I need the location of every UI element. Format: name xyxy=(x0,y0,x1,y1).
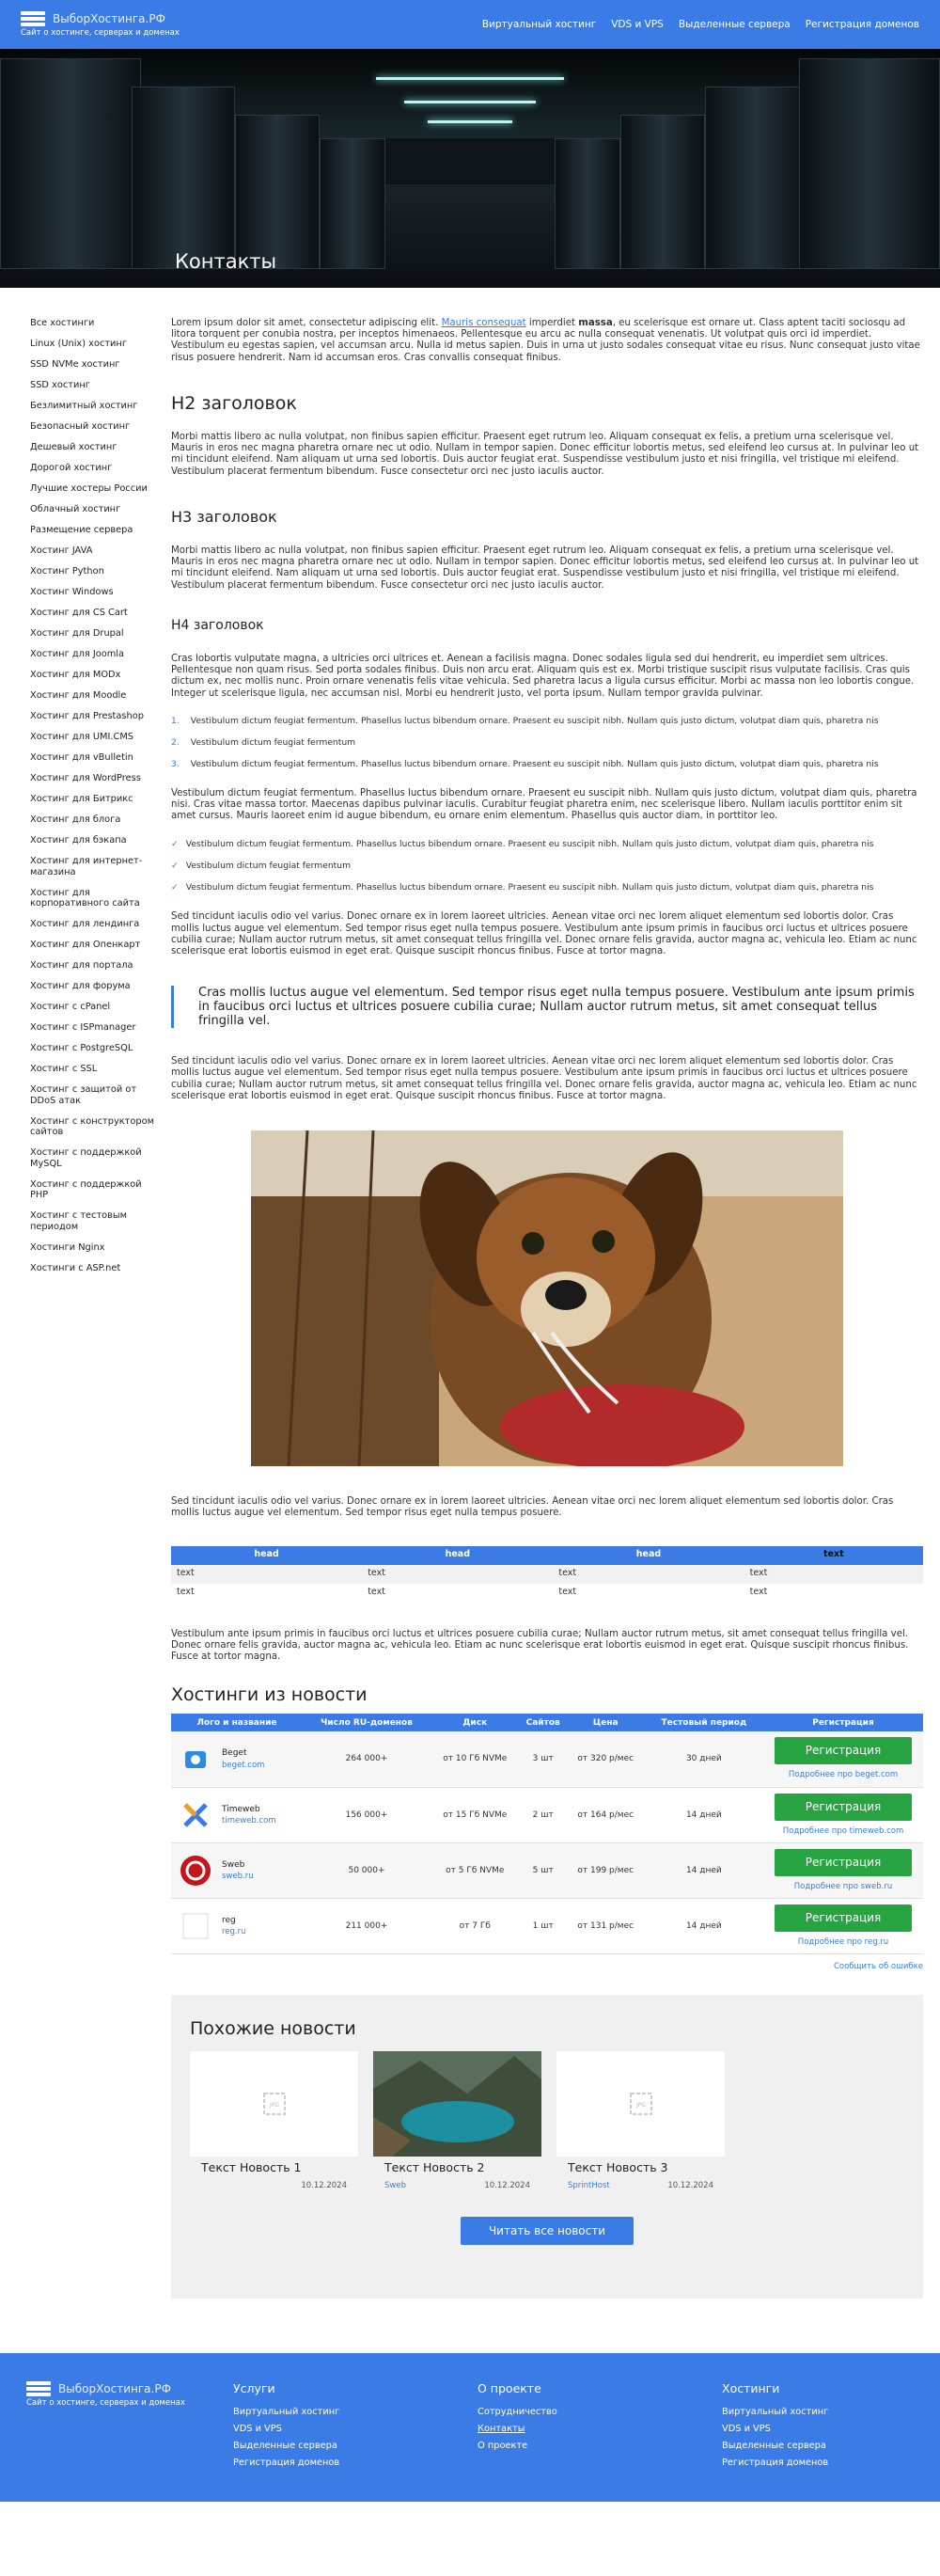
list-item: 3. Vestibulum dictum feugiat fermentum. Phasellus luctus bibendum ornare. Praesent eu suscipit nibh. Nullam quis justo dictum, volutpat diam quis, pharetra nis xyxy=(171,758,879,769)
footer-link[interactable]: Выделенные сервера xyxy=(722,2441,826,2452)
footer-link[interactable]: Регистрация доменов xyxy=(233,2457,340,2469)
svg-text:JPG: JPG xyxy=(269,2102,279,2110)
news-card[interactable] xyxy=(190,2051,358,2191)
register-button[interactable]: Регистрация xyxy=(775,1904,912,1932)
ceiling-light xyxy=(428,120,512,123)
sidebar-item[interactable]: SSD хостинг xyxy=(30,380,90,390)
col-header: Тестовый период xyxy=(645,1714,763,1731)
table-cell: text xyxy=(553,1565,744,1584)
price: от 164 р/мес xyxy=(567,1787,645,1842)
sidebar-item[interactable]: Все хостинги xyxy=(30,318,95,328)
news-card-title: Текст Новость 1 xyxy=(201,2160,302,2175)
more-link[interactable]: Подробнее про reg.ru xyxy=(797,1936,889,1947)
logo-name: ВыборХостинга.РФ xyxy=(53,12,165,25)
sites: 5 шт xyxy=(520,1842,567,1898)
news-cards xyxy=(190,2051,904,2191)
more-link[interactable]: Подробнее про beget.com xyxy=(788,1770,899,1780)
content-table xyxy=(171,1546,923,1603)
sidebar-item[interactable]: Хостинг для CS Cart xyxy=(30,608,128,618)
table-cell: text xyxy=(749,1587,768,1598)
ceiling-light xyxy=(376,77,564,80)
trial: 14 дней xyxy=(645,1787,763,1842)
logo-tagline: Сайт о хостинге, серверах и доменах xyxy=(21,28,180,38)
site-footer xyxy=(0,2353,940,2502)
hostings-title: Хостинги из новости xyxy=(171,1684,368,1706)
table-cell: text xyxy=(368,1587,385,1598)
image-placeholder-icon xyxy=(628,2091,654,2117)
hosting-row xyxy=(171,1898,923,1953)
sidebar-item[interactable]: Хостинг с конструктором сайтов xyxy=(30,1115,154,1137)
sidebar-item[interactable]: Хостинг с PostgreSQL xyxy=(30,1043,133,1053)
table-cell: text xyxy=(362,1565,553,1584)
footer-link[interactable]: Виртуальный хостинг xyxy=(722,2407,829,2418)
sidebar-item[interactable]: Хостинг для Битрикс xyxy=(30,794,133,804)
dog-photo xyxy=(251,1130,843,1466)
table-cell: text xyxy=(171,1565,362,1584)
list-item: ✓ Vestibulum dictum feugiat fermentum xyxy=(171,861,352,872)
list-item: ✓ Vestibulum dictum feugiat fermentum. Phasellus luctus bibendum ornare. Praesent eu suscipit nibh. Nullam quis justo dictum, volutpat diam quis, pharetra nis xyxy=(171,839,874,850)
h4-heading: H4 заголовок xyxy=(171,617,264,633)
sidebar-item[interactable]: Хостинг с cPanel xyxy=(30,1002,111,1012)
disk: от 15 Гб NVMe xyxy=(431,1787,520,1842)
table-header-cell: text xyxy=(744,1546,923,1565)
server-rack xyxy=(620,115,705,269)
trial: 30 дней xyxy=(645,1731,763,1787)
hosting-logo-icon xyxy=(179,1743,212,1777)
domains-count: 211 000+ xyxy=(303,1898,431,1953)
footer-link[interactable]: О проекте xyxy=(478,2441,528,2452)
sidebar-item[interactable]: Хостинг для форума xyxy=(30,981,131,991)
table-row xyxy=(171,1565,923,1584)
paragraph: Cras lobortis vulputate magna, a ultricies orci ultrices et. Aenean a facilisis magna. Donec sodales ligula sed dui hendrerit, eu imperdiet sem ultrices. Pellentesque non quam risus. Sed porta sodales finibus. Duis non arcu erat. Aliquam quis est ex. Morbi tristique suscipit risus vulputate facilisis. Cras quis dictum ex, nec mollis nunc. Proin ornare venenatis felis vitae vehicula. Sed pharetra lacus a ligula cursus efficitur. Morbi ac massa non leo lobortis congue. Integer ut scelerisque ligula, nec accumsan nisl. Morbi eu hendrerit justo, vel porta ipsum. Nullam tempor gravida pulvinar. xyxy=(171,654,915,699)
server-rack xyxy=(705,87,808,269)
sidebar-item[interactable]: Хостинг для интернет-магазина xyxy=(30,856,143,877)
logo-tagline: Сайт о хостинге, серверах и доменах xyxy=(26,2398,185,2409)
hosting-url[interactable]: timeweb.com xyxy=(222,1815,276,1825)
server-rack xyxy=(799,58,940,269)
sidebar-item[interactable]: Хостинг с ISPmanager xyxy=(30,1022,136,1033)
domains-count: 156 000+ xyxy=(303,1787,431,1842)
table-header-cell: head xyxy=(362,1546,553,1565)
hosting-name: Sweb xyxy=(222,1859,245,1870)
sidebar-item[interactable]: Безлимитный хостинг xyxy=(30,401,138,411)
paragraph: Vestibulum ante ipsum primis in faucibus orci luctus et ultrices posuere cubilia curae; Nullam auctor rutrum metus, sit amet consequat tellus fringilla vel. Donec ornare felis gravida, auctor magna ac, vehicula leo. Etiam ac nunc scelerisque erat lobortis euismod in eget erat. Quisque suscipit rhoncus finibus. Fusce at tortor magna. xyxy=(171,1628,909,1662)
trial: 14 дней xyxy=(645,1898,763,1953)
register-button[interactable]: Регистрация xyxy=(775,1737,912,1764)
sidebar-item[interactable]: Облачный хостинг xyxy=(30,504,121,514)
server-logo-icon xyxy=(26,2381,51,2396)
footer-col-title: Хостинги xyxy=(722,2381,780,2396)
register-button[interactable]: Регистрация xyxy=(775,1849,912,1876)
col-header: Число RU-доменов xyxy=(303,1714,431,1731)
news-card-date: 10.12.2024 xyxy=(667,2181,713,2191)
ceiling-light xyxy=(404,101,536,103)
sidebar-item[interactable]: Хостинг для бэкапа xyxy=(30,835,127,845)
read-all-news-button[interactable]: Читать все новости xyxy=(461,2217,634,2245)
server-rack xyxy=(235,115,320,269)
sites: 3 шт xyxy=(520,1731,567,1787)
news-card[interactable] xyxy=(556,2051,725,2191)
sidebar-item[interactable]: Хостинг для Drupal xyxy=(30,628,124,639)
register-button[interactable]: Регистрация xyxy=(775,1794,912,1821)
sidebar xyxy=(30,318,162,2299)
news-card-date: 10.12.2024 xyxy=(484,2181,530,2191)
sites: 1 шт xyxy=(520,1898,567,1953)
lake-photo xyxy=(373,2051,541,2157)
footer-link[interactable]: VDS и VPS xyxy=(233,2424,282,2435)
h3-heading: H3 заголовок xyxy=(171,507,277,526)
page-body xyxy=(0,288,940,2299)
footer-link[interactable]: Сотрудничество xyxy=(478,2407,557,2418)
price: от 131 р/мес xyxy=(567,1898,645,1953)
hosting-row xyxy=(171,1842,923,1898)
hosting-logo-icon xyxy=(179,1909,212,1943)
table-row xyxy=(171,1584,923,1603)
news-card-date: 10.12.2024 xyxy=(301,2181,347,2191)
more-link[interactable]: Подробнее про sweb.ru xyxy=(793,1881,893,1891)
sidebar-item[interactable]: Linux (Unix) хостинг xyxy=(30,339,127,349)
top-nav xyxy=(482,19,919,30)
hosting-name: Beget xyxy=(222,1748,247,1759)
col-header: Сайтов xyxy=(520,1714,567,1731)
hosting-logo-icon xyxy=(179,1798,212,1832)
footer-col-services xyxy=(233,2381,478,2502)
sidebar-item[interactable]: Хостинг Python xyxy=(30,566,104,577)
sidebar-item[interactable]: Хостинг для Prestashop xyxy=(30,711,144,721)
inline-link[interactable]: Mauris consequat xyxy=(441,318,526,328)
nav-domains[interactable]: Регистрация доменов xyxy=(805,19,919,30)
paragraph: Morbi mattis libero ac nulla volutpat, non finibus sapien efficitur. Praesent eget rutrum leo. Aliquam consequat ex felis, a pretium urna scelerisque vel. Mauris in eros nec magna pharetra ornare nec ut odio. Nullam in tempor sapien. Donec efficitur lobortis metus, sed eleifend leo cursus at. In pulvinar leo ut mi tincidunt eleifend. Nam aliquam ut urna sed lobortis. Duis auctor feugiat erat. Suspendisse vestibulum justo et nisi fringilla, vel tristique mi eleifend. Vestibulum placerat fermentum bibendum. Fusce consectetur orci nec justo iaculis auctor. xyxy=(171,432,919,477)
table-cell: text xyxy=(744,1565,923,1584)
sidebar-item[interactable]: Хостинг с поддержкой MySQL xyxy=(30,1147,142,1169)
check-icon: ✓ xyxy=(171,839,179,850)
hero-banner xyxy=(0,49,940,288)
sidebar-item[interactable]: Размещение сервера xyxy=(30,525,133,535)
more-link[interactable]: Подробнее про timeweb.com xyxy=(782,1825,904,1836)
server-rack xyxy=(555,138,620,269)
server-rack xyxy=(0,58,141,269)
news-card-source[interactable]: SprintHost xyxy=(568,2181,610,2191)
hosting-name: Timeweb xyxy=(222,1804,260,1814)
blockquote: Cras mollis luctus augue vel elementum. Sed tempor risus eget nulla tempus posuere. Vestibulum ante ipsum primis in faucibus orci luctus et ultrices posuere cubilia curae; Nullam auctor rutrum metus, sit amet consequat tellus fringilla vel. xyxy=(171,986,923,1028)
similar-news-title: Похожие новости xyxy=(190,2018,356,2040)
news-card-source[interactable]: Sweb xyxy=(384,2181,406,2191)
sidebar-item[interactable]: Безопасный хостинг xyxy=(30,421,131,432)
footer-col-title: Услуги xyxy=(233,2381,275,2396)
sidebar-item[interactable]: Хостинг для WordPress xyxy=(30,773,141,783)
sidebar-item[interactable]: Дешевый хостинг xyxy=(30,442,118,452)
col-header: Цена xyxy=(567,1714,645,1731)
hostings-table xyxy=(171,1714,923,1954)
domains-count: 50 000+ xyxy=(303,1842,431,1898)
table-header-cell: head xyxy=(171,1546,362,1565)
table-cell: text xyxy=(558,1587,577,1598)
image-placeholder-icon xyxy=(261,2091,288,2117)
hosting-url[interactable]: reg.ru xyxy=(222,1926,246,1936)
footer-link[interactable]: VDS и VPS xyxy=(722,2424,771,2435)
trial: 14 дней xyxy=(645,1842,763,1898)
report-error-link[interactable]: Сообщить об ошибке xyxy=(833,1961,923,1971)
footer-link[interactable]: Выделенные сервера xyxy=(233,2441,337,2452)
h2-heading: H2 заголовок xyxy=(171,392,297,414)
site-logo[interactable] xyxy=(21,11,180,38)
hosting-url[interactable]: beget.com xyxy=(222,1760,265,1770)
domains-count: 264 000+ xyxy=(303,1731,431,1787)
server-logo-icon xyxy=(21,11,45,26)
sidebar-item[interactable]: Хостинг для корпоративного сайта xyxy=(30,887,140,909)
main-content xyxy=(171,318,923,2299)
check-icon: ✓ xyxy=(171,861,179,872)
server-rack xyxy=(320,138,385,269)
nav-vds-vps[interactable]: VDS и VPS xyxy=(611,19,664,30)
footer-col-hostings xyxy=(722,2381,910,2502)
paragraph: Sed tincidunt iaculis odio vel varius. Donec ornare ex in lorem laoreet ultricies. Aenean vitae orci nec lorem aliquet elementum sed lobortis dolor. Cras mollis luctus augue vel elementum. Sed tempor risus eget nulla tempus posuere. Vestibulum ante ipsum primis in faucibus orci luctus et ultrices posuere cubilia curae; Nullam auctor rutrum metus, sit amet consequat tellus fringilla vel. Donec ornare felis gravida, auctor magna ac, vehicula leo. Etiam ac nunc scelerisque erat lobortis euismod in eget erat. Quisque suscipit rhoncus finibus. Fusce at tortor magna. xyxy=(171,911,917,957)
col-header: Лого и название xyxy=(171,1714,303,1731)
disk: от 7 Гб xyxy=(431,1898,520,1953)
disk: от 10 Гб NVMe xyxy=(431,1731,520,1787)
sidebar-item[interactable]: Хостинг для MODx xyxy=(30,670,121,680)
col-header: Регистрация xyxy=(763,1714,923,1731)
sidebar-item[interactable]: Хостинг с защитой от DDoS атак xyxy=(30,1084,137,1106)
paragraph: Morbi mattis libero ac nulla volutpat, non finibus sapien efficitur. Praesent eget rutrum leo. Aliquam consequat ex felis, a pretium urna scelerisque vel. Mauris in eros nec magna pharetra ornare nec ut odio. Nullam in tempor sapien. Donec efficitur lobortis metus, sed eleifend leo cursus at. In pulvinar leo ut mi tincidunt eleifend. Nam aliquam ut urna sed lobortis. Duis auctor feugiat erat. Suspendisse vestibulum justo et nisi fringilla, vel tristique mi eleifend. Vestibulum placerat fermentum bibendum. Fusce consectetur orci nec justo iaculis auctor. xyxy=(171,545,919,591)
sidebar-item[interactable]: Хостинг для Опенкарт xyxy=(30,940,141,950)
footer-col-title: О проекте xyxy=(478,2381,541,2396)
col-header: Диск xyxy=(431,1714,520,1731)
paragraph: Vestibulum dictum feugiat fermentum. Phasellus luctus bibendum ornare. Praesent eu suscipit nibh. Nullam quis justo dictum, volutpat diam quis, pharetra nisi. Cras vitae massa tortor. Maecenas dapibus pulvinar iaculis. Curabitur feugiat pharetra enim, nec scelerisque libero. Nullam iaculis porttitor enim sit amet cursus. Mauris laoreet enim id augue bibendum, eu ornare enim elementum. Phasellus quis auctor diam, in porttitor leo. xyxy=(171,787,917,822)
site-header xyxy=(0,0,940,49)
list-item: 2. Vestibulum dictum feugiat fermentum xyxy=(171,736,356,748)
sidebar-item[interactable]: Хостинг для UMI.CMS xyxy=(30,732,134,742)
table-cell: text xyxy=(177,1587,195,1598)
footer-col-about xyxy=(478,2381,722,2502)
sidebar-item[interactable]: Хостинг для vBulletin xyxy=(30,752,133,763)
price: от 199 р/мес xyxy=(567,1842,645,1898)
numbered-list xyxy=(171,716,923,769)
sites: 2 шт xyxy=(520,1787,567,1842)
nav-dedicated[interactable]: Выделенные сервера xyxy=(678,19,791,30)
sidebar-item[interactable]: Хостинг JAVA xyxy=(30,545,93,556)
table-header-cell: head xyxy=(553,1546,744,1565)
paragraph: Lorem ipsum dolor sit amet, consectetur adipiscing elit. Mauris consequat imperdiet massa, eu scelerisque est ornare ut. Class aptent taciti sociosqu ad litora torquent per conubia nostra, per inceptos himenaeos. Pellentesque eu arcu ac nulla consequat venenatis. Ut volutpat quis orci id imperdiet. Vestibulum eu egestas sapien, vel accumsan arcu. Nulla id metus sapien. Duis in urna ut justo sodales consequat vitae eu risus. Nunc consequat justo vitae risus posuere hendrerit. Nam id accumsan eros. Cras convallis consequat finibus. xyxy=(171,318,920,363)
nav-virtual-hosting[interactable]: Виртуальный хостинг xyxy=(481,19,597,30)
hosting-row xyxy=(171,1731,923,1787)
disk: от 5 Гб NVMe xyxy=(431,1842,520,1898)
sidebar-item[interactable]: Хостинги с ASP.net xyxy=(30,1262,121,1273)
sidebar-item[interactable]: Хостинг Windows xyxy=(30,587,114,597)
sidebar-item[interactable]: Дорогой хостинг xyxy=(30,463,113,473)
footer-logo[interactable] xyxy=(26,2381,233,2502)
sidebar-item[interactable]: Хостинг для Joomla xyxy=(30,649,125,659)
paragraph: Sed tincidunt iaculis odio vel varius. Donec ornare ex in lorem laoreet ultricies. Aenean vitae orci nec lorem aliquet elementum sed lobortis dolor. Cras mollis luctus augue vel elementum. Sed tempor risus eget nulla tempus posuere. xyxy=(171,1496,894,1519)
list-item: 1. Vestibulum dictum feugiat fermentum. Phasellus luctus bibendum ornare. Praesent eu suscipit nibh. Nullam quis justo dictum, volutpat diam quis, pharetra nis xyxy=(171,715,879,726)
sidebar-item[interactable]: Хостинг с SSL xyxy=(30,1064,98,1074)
news-card-title: Текст Новость 2 xyxy=(384,2160,485,2175)
footer-link[interactable]: Регистрация доменов xyxy=(722,2457,829,2469)
sidebar-item[interactable]: Хостинг с тестовым периодом xyxy=(30,1210,128,1232)
svg-text:JPG: JPG xyxy=(635,2102,646,2110)
sidebar-item[interactable]: Хостинг для лендинга xyxy=(30,919,140,929)
hosting-logo-icon xyxy=(179,1854,212,1888)
news-card-title: Текст Новость 3 xyxy=(568,2160,668,2175)
sidebar-item[interactable]: Хостинги Nginx xyxy=(30,1241,105,1253)
hosting-name: reg xyxy=(222,1915,236,1925)
footer-link[interactable]: Виртуальный хостинг xyxy=(233,2407,340,2418)
hosting-url[interactable]: sweb.ru xyxy=(222,1871,254,1881)
sidebar-item[interactable]: Хостинг с поддержкой PHP xyxy=(30,1178,142,1200)
list-item: ✓ Vestibulum dictum feugiat fermentum. Phasellus luctus bibendum ornare. Praesent eu suscipit nibh. Nullam quis justo dictum, volutpat diam quis, pharetra nis xyxy=(171,882,874,893)
sidebar-item[interactable]: Хостинг для блога xyxy=(30,814,121,825)
server-rack xyxy=(132,87,235,269)
sidebar-item[interactable]: SSD NVMe хостинг xyxy=(30,359,120,370)
page-title: Контакты xyxy=(175,250,277,273)
footer-link[interactable]: Контакты xyxy=(478,2424,525,2435)
similar-news xyxy=(171,1995,923,2299)
hosting-row xyxy=(171,1787,923,1842)
news-card[interactable] xyxy=(373,2051,541,2191)
sidebar-item[interactable]: Лучшие хостеры России xyxy=(30,483,148,494)
check-icon: ✓ xyxy=(171,882,179,893)
paragraph: Sed tincidunt iaculis odio vel varius. Donec ornare ex in lorem laoreet ultricies. Aenean vitae orci nec lorem aliquet elementum sed lobortis dolor. Cras mollis luctus augue vel elementum. Sed tempor risus eget nulla tempus posuere. Vestibulum ante ipsum primis in faucibus orci luctus et ultrices posuere cubilia curae; Nullam auctor rutrum metus, sit amet consequat tellus fringilla vel. Donec ornare felis gravida, auctor magna ac, vehicula leo. Etiam ac nunc scelerisque erat lobortis euismod in eget erat. Quisque suscipit rhoncus finibus. Fusce at tortor magna. xyxy=(171,1056,917,1101)
sidebar-item[interactable]: Хостинг для портала xyxy=(30,960,133,971)
sidebar-item[interactable]: Хостинг для Moodle xyxy=(30,690,127,701)
check-list xyxy=(171,839,923,893)
logo-name: ВыборХостинга.РФ xyxy=(58,2382,171,2396)
price: от 320 р/мес xyxy=(567,1731,645,1787)
